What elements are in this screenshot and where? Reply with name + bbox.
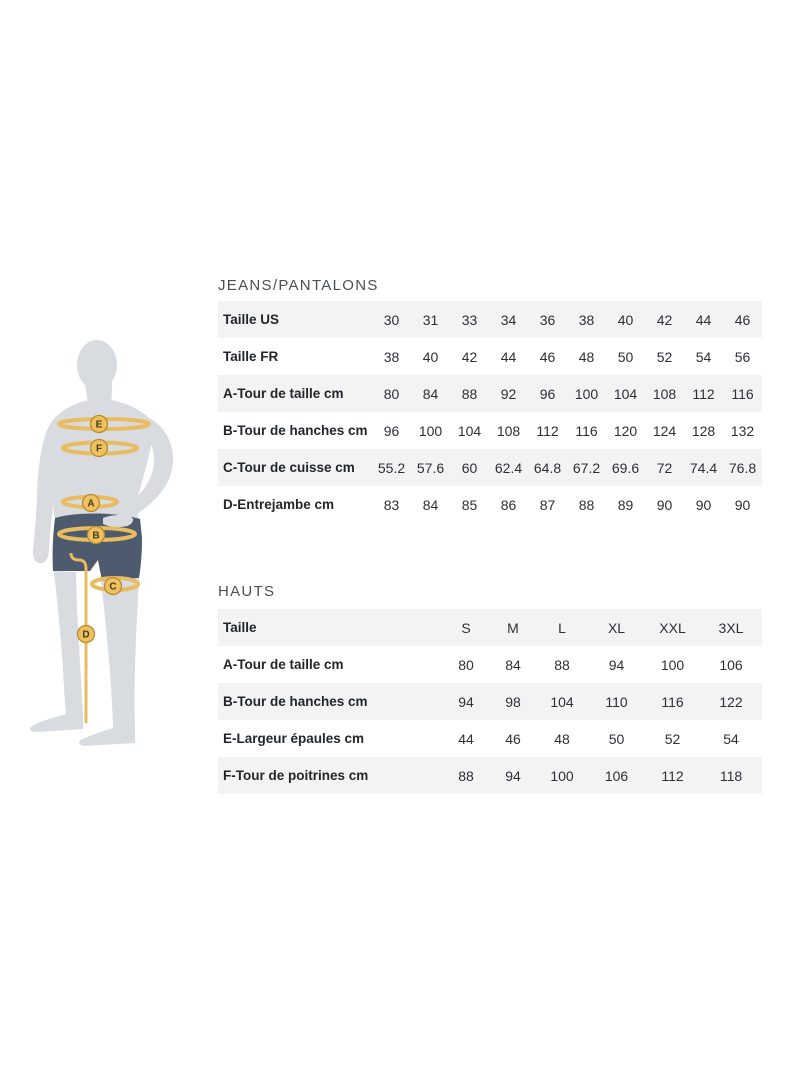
size-value-cell: 118: [719, 767, 743, 784]
size-value-cell: 112: [692, 385, 715, 402]
size-value-cell: 80: [383, 385, 400, 402]
size-value-cell: XL: [607, 619, 626, 636]
row-label: C-Tour de cuisse cm: [223, 460, 355, 475]
size-value-cell: 100: [418, 422, 443, 439]
row-label: Taille FR: [223, 349, 279, 364]
size-value-cell: 50: [608, 730, 625, 747]
size-value-cell: 116: [731, 385, 754, 402]
size-value-cell: 34: [500, 311, 517, 328]
size-value-cell: 87: [539, 496, 556, 513]
size-value-cell: 84: [505, 656, 521, 673]
size-value-cell: 38: [578, 311, 595, 328]
size-value-cell: 98: [505, 693, 521, 710]
size-table-row: [218, 646, 762, 683]
size-value-cell: 94: [608, 656, 625, 673]
size-figure-illustration: [25, 338, 195, 763]
label-c-text: C: [109, 581, 117, 593]
size-value-cell: 83: [383, 496, 400, 513]
size-value-cell: 84: [422, 496, 439, 513]
size-table-row: [218, 683, 762, 720]
size-value-cell: 122: [719, 693, 743, 710]
size-value-cell: 100: [660, 656, 685, 673]
size-table-row: [218, 757, 762, 794]
size-value-cell: 57.6: [416, 459, 445, 476]
size-value-cell: 88: [458, 767, 474, 784]
size-value-cell: 96: [383, 422, 400, 439]
hand-on-hip: [103, 515, 133, 527]
size-table-row: [218, 720, 762, 757]
size-value-cell: 116: [575, 422, 598, 439]
size-value-cell: 36: [539, 311, 556, 328]
size-value-cell: 84: [422, 385, 439, 402]
size-tables-column: [218, 277, 762, 794]
size-value-cell: 85: [461, 496, 478, 513]
size-value-cell: 116: [661, 693, 684, 710]
size-value-cell: 50: [617, 348, 634, 365]
size-value-cell: 110: [605, 693, 628, 710]
row-label: D-Entrejambe cm: [223, 497, 335, 512]
size-value-cell: M: [507, 619, 519, 636]
size-value-cell: 31: [422, 311, 439, 328]
size-value-cell: 60: [461, 459, 478, 476]
size-value-cell: 108: [652, 385, 677, 402]
size-value-cell: 90: [734, 496, 751, 513]
size-value-cell: 54: [723, 730, 739, 747]
size-value-cell: S: [461, 619, 471, 636]
size-value-cell: 30: [383, 311, 400, 328]
size-value-cell: 69.6: [611, 459, 640, 476]
size-value-cell: 46: [539, 348, 556, 365]
row-label: F-Tour de poitrines cm: [223, 768, 369, 783]
size-value-cell: 56: [734, 348, 751, 365]
size-table-row: [218, 449, 762, 486]
size-value-cell: 48: [578, 348, 595, 365]
size-value-cell: 112: [661, 767, 684, 784]
size-value-cell: 76.8: [728, 459, 757, 476]
size-value-cell: 52: [656, 348, 673, 365]
row-label: Taille US: [223, 312, 280, 327]
right-leg: [101, 579, 139, 728]
size-value-cell: 55.2: [377, 459, 406, 476]
size-value-cell: 80: [458, 656, 474, 673]
size-value-cell: 94: [458, 693, 474, 710]
tops-size-table: [218, 609, 762, 794]
label-e-text: E: [95, 419, 103, 431]
size-value-cell: 104: [457, 422, 482, 439]
label-f-text: F: [95, 443, 103, 455]
size-value-cell: 3XL: [718, 619, 744, 636]
size-value-cell: 104: [613, 385, 638, 402]
jeans-size-table: [218, 301, 762, 523]
size-value-cell: 112: [536, 422, 559, 439]
size-value-cell: 48: [554, 730, 570, 747]
row-label: B-Tour de hanches cm: [223, 423, 368, 438]
size-table-row: [218, 338, 762, 375]
size-value-cell: 100: [574, 385, 599, 402]
size-value-cell: 89: [617, 496, 634, 513]
row-label: A-Tour de taille cm: [223, 657, 344, 672]
left-foot: [30, 714, 83, 732]
size-value-cell: L: [558, 619, 566, 636]
size-value-cell: 46: [505, 730, 521, 747]
size-value-cell: 94: [505, 767, 521, 784]
row-label: B-Tour de hanches cm: [223, 694, 368, 709]
size-table-row: [218, 375, 762, 412]
size-value-cell: 72: [656, 459, 673, 476]
size-value-cell: 88: [578, 496, 595, 513]
size-value-cell: 88: [461, 385, 478, 402]
size-value-cell: 90: [656, 496, 673, 513]
right-foot: [79, 728, 135, 746]
size-table-row: [218, 412, 762, 449]
size-value-cell: 38: [383, 348, 400, 365]
tops-section-title: HAUTS: [218, 583, 276, 600]
size-value-cell: 96: [539, 385, 556, 402]
size-value-cell: 46: [734, 311, 751, 328]
size-value-cell: 106: [719, 656, 743, 673]
size-value-cell: 44: [500, 348, 517, 365]
size-value-cell: 42: [461, 348, 478, 365]
size-value-cell: 40: [617, 311, 634, 328]
size-value-cell: 62.4: [494, 459, 523, 476]
size-table-row: [218, 609, 762, 646]
jeans-section-title: JEANS/PANTALONS: [218, 277, 379, 294]
size-table-row: [218, 301, 762, 338]
size-value-cell: 54: [695, 348, 712, 365]
left-leg: [54, 571, 83, 714]
size-value-cell: 33: [461, 311, 478, 328]
size-value-cell: 64.8: [533, 459, 562, 476]
size-value-cell: 90: [695, 496, 712, 513]
size-value-cell: 40: [422, 348, 439, 365]
size-value-cell: 44: [458, 730, 474, 747]
size-value-cell: 74.4: [689, 459, 718, 476]
label-b-text: B: [92, 530, 100, 542]
label-d-text: D: [82, 629, 90, 641]
size-value-cell: 42: [656, 311, 673, 328]
row-label: Taille: [223, 620, 257, 635]
size-value-cell: 132: [730, 422, 755, 439]
size-table-row: [218, 486, 762, 523]
mannequin-svg: [25, 338, 195, 763]
label-a-text: A: [87, 498, 95, 510]
size-value-cell: 44: [695, 311, 712, 328]
row-label: A-Tour de taille cm: [223, 386, 344, 401]
size-value-cell: 108: [496, 422, 521, 439]
size-value-cell: XXL: [659, 619, 686, 636]
size-value-cell: 120: [613, 422, 638, 439]
size-value-cell: 100: [550, 767, 574, 784]
size-value-cell: 124: [652, 422, 677, 439]
size-value-cell: 128: [691, 422, 716, 439]
row-label: E-Largeur épaules cm: [223, 731, 365, 746]
size-value-cell: 88: [554, 656, 570, 673]
size-value-cell: 106: [604, 767, 629, 784]
size-value-cell: 86: [500, 496, 517, 513]
size-value-cell: 67.2: [572, 459, 601, 476]
size-value-cell: 104: [550, 693, 574, 710]
size-value-cell: 52: [664, 730, 681, 747]
size-value-cell: 92: [500, 385, 517, 402]
